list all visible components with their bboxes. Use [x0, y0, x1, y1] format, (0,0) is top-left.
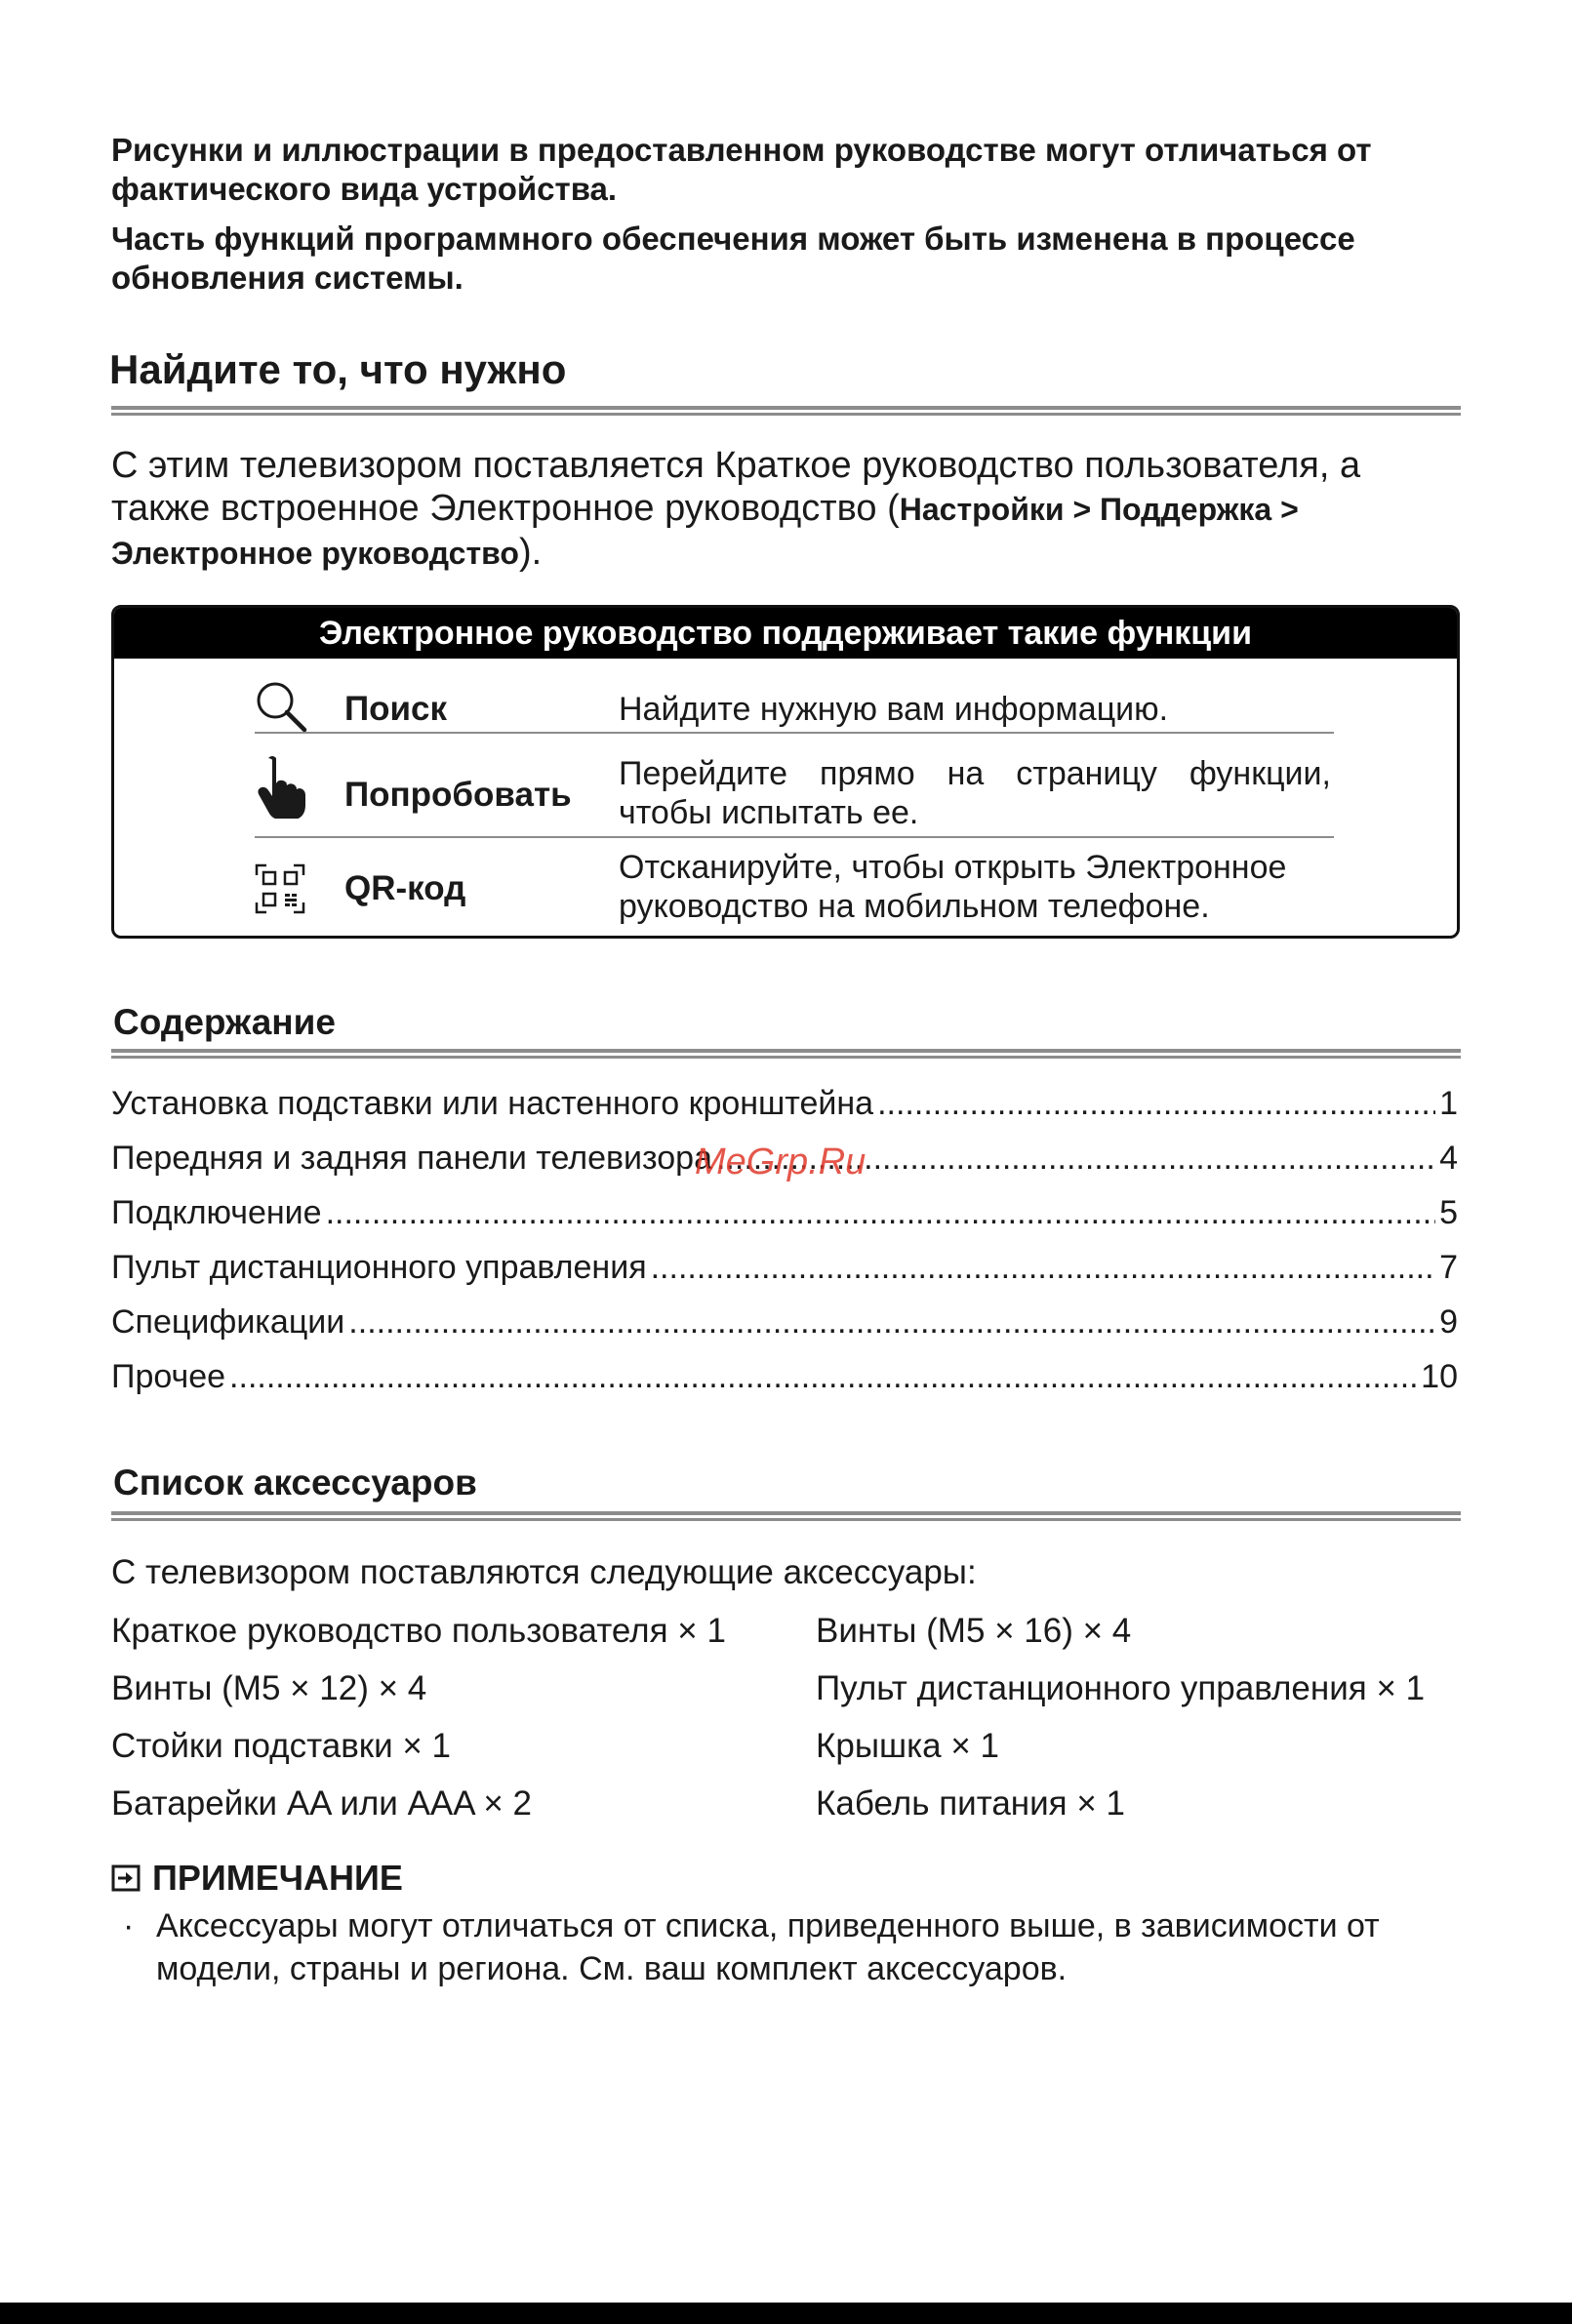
toc-item[interactable] — [111, 1249, 1458, 1292]
page-bottom-band — [0, 2303, 1572, 2324]
note-text: Аксессуары могут отличаться от списка, приведенного выше, в зависимости от модели, страны и региона. См. ваш комплект аксессуаров. — [156, 1907, 1380, 1987]
toc-leader — [877, 1085, 1435, 1123]
feature-row-qr — [255, 848, 1334, 936]
toc-item[interactable] — [111, 1358, 1458, 1401]
hand-pointer-icon — [255, 754, 307, 823]
accessories-heading: Список аксессуаров — [113, 1463, 477, 1503]
toc-page: 9 — [1439, 1303, 1458, 1341]
toc-title: Установка подставки или настенного кронштейна — [111, 1085, 874, 1122]
feature-divider — [255, 732, 1334, 734]
accessories-heading-rule — [111, 1511, 1461, 1521]
accessory-item: Кабель питания × 1 — [816, 1784, 1125, 1823]
feature-row-search — [255, 676, 1334, 735]
note-bullet: · — [123, 1907, 135, 1944]
feature-desc: Отсканируйте, чтобы открыть Электронное руководство на мобильном телефоне. — [619, 849, 1287, 925]
toc-page: 10 — [1421, 1358, 1458, 1395]
accessory-item: Краткое руководство пользователя × 1 — [111, 1612, 726, 1650]
toc-page: 1 — [1439, 1085, 1458, 1122]
feature-row-try — [255, 744, 1334, 842]
find-intro — [111, 444, 1468, 575]
qr-code-icon — [255, 863, 305, 919]
feature-divider — [255, 836, 1334, 838]
accessory-item: Батарейки AA или AAA × 2 — [111, 1784, 533, 1823]
find-heading: Найдите то, что нужно — [109, 346, 567, 392]
toc-title: Передняя и задняя панели телевизора — [111, 1140, 712, 1177]
accessory-item: Винты (M5 × 12) × 4 — [111, 1669, 427, 1707]
toc-page: 7 — [1439, 1249, 1458, 1286]
toc-leader — [326, 1194, 1435, 1232]
accessories-intro: С телевизором поставляются следующие аксессуары: — [111, 1553, 977, 1591]
note-heading — [111, 1858, 403, 1899]
feature-name: Попробовать — [344, 776, 572, 814]
feature-name: Поиск — [344, 690, 448, 728]
accessory-item: Стойки подставки × 1 — [111, 1727, 452, 1765]
toc-item[interactable] — [111, 1303, 1458, 1346]
intro-text: С этим телевизором поставляется Краткое руководство пользователя, а также встроенное Электронное руководство ( — [111, 445, 1361, 529]
feature-name: QR-код — [344, 869, 466, 907]
feature-desc: Найдите нужную вам информацию. — [619, 691, 1169, 728]
disclaimer-software: Часть функций программного обеспечения может быть изменена в процессе обновления системы. — [111, 220, 1355, 296]
note-title: ПРИМЕЧАНИЕ — [152, 1858, 403, 1898]
accessory-item: Крышка × 1 — [816, 1727, 999, 1765]
toc-item[interactable] — [111, 1194, 1458, 1237]
disclaimer-images: Рисунки и иллюстрации в предоставленном руководстве могут отличаться от фактического вида устройства. — [111, 132, 1372, 207]
toc-title: Пульт дистанционного управления — [111, 1249, 647, 1286]
feature-box — [111, 605, 1460, 939]
contents-heading: Содержание — [113, 1002, 336, 1042]
toc-leader — [348, 1303, 1435, 1342]
toc-title: Подключение — [111, 1194, 322, 1231]
feature-box-header: Электронное руководство поддерживает такие функции — [114, 608, 1457, 659]
toc-leader — [229, 1358, 1417, 1396]
site-watermark: MeGrp.Ru — [695, 1142, 867, 1182]
toc-page: 5 — [1439, 1194, 1458, 1231]
feature-desc: Перейдите прямо на страницу функции, чтобы испытать ее. — [619, 755, 1331, 831]
toc-title: Прочее — [111, 1358, 226, 1395]
note-icon — [111, 1864, 141, 1892]
toc-page: 4 — [1439, 1140, 1458, 1177]
toc-item[interactable] — [111, 1085, 1458, 1128]
search-icon — [255, 680, 307, 738]
menu-path: Настройки > Поддержка > Электронное руководство — [111, 492, 1299, 571]
accessory-item: Винты (M5 × 16) × 4 — [816, 1612, 1132, 1650]
contents-heading-rule — [111, 1049, 1461, 1059]
toc-title: Спецификации — [111, 1303, 345, 1341]
toc-leader — [651, 1249, 1435, 1287]
accessory-item: Пульт дистанционного управления × 1 — [816, 1669, 1426, 1707]
intro-end: ). — [518, 532, 543, 573]
find-heading-rule — [111, 406, 1461, 416]
